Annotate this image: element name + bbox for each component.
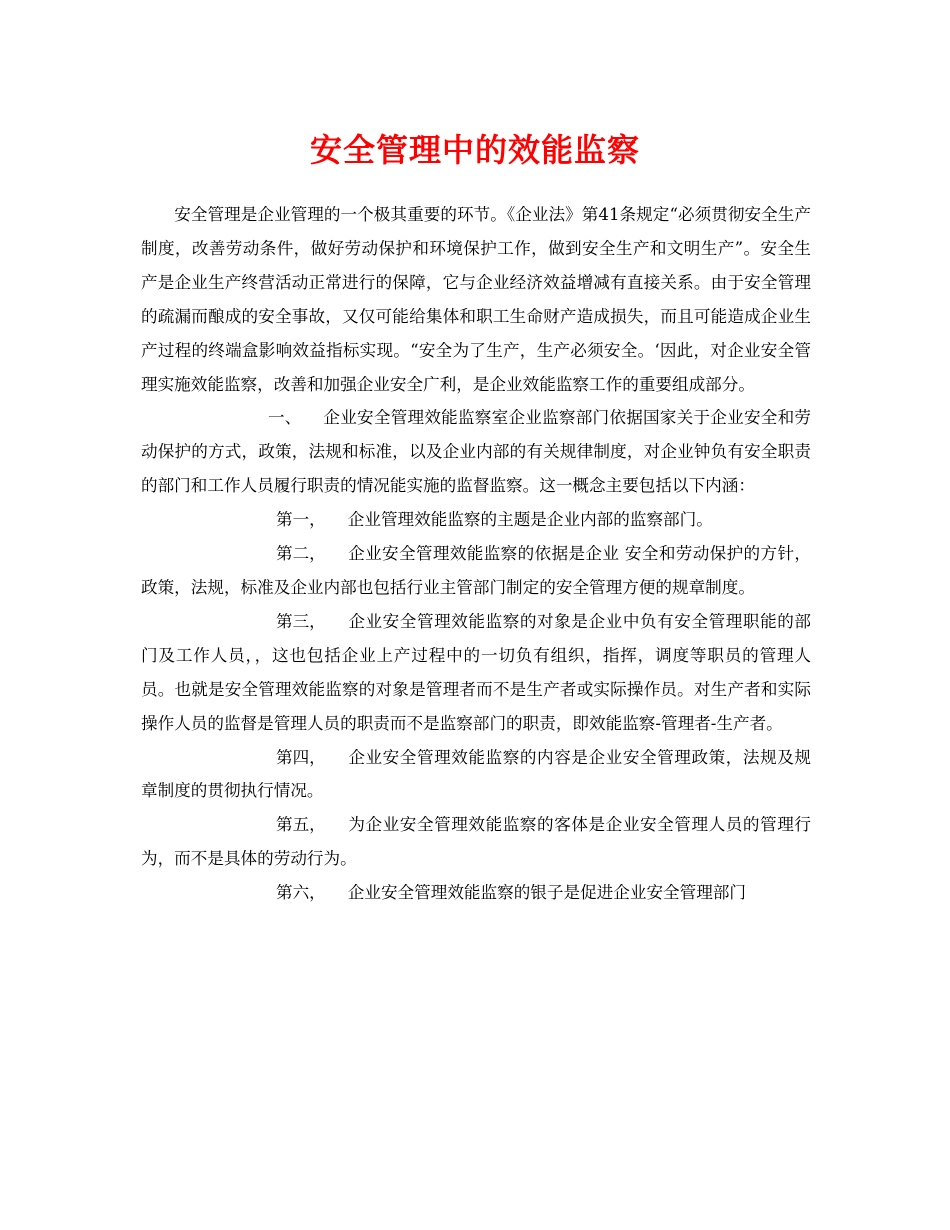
point-paragraph	[141, 741, 811, 809]
point-marker: 第二，	[276, 544, 326, 564]
point-paragraph	[141, 503, 811, 537]
point-text: 为企业安全管理效能监察的客体是企业安全管理人员的管理行为，而不是具体的劳动行为。	[141, 815, 811, 869]
point-text: 企业安全管理效能监察的对象是企业中负有安全管理职能的部门及工作人员，，这也包括企业上产过程中的一切负有组织，指挥，调度等职员的管理人员。也就是安全管理效能监察的对象是管理者而不是生产者或实际操作员。对生产者和实际操作人员的监督是管理人员的职责而不是监察部门的职责，即效能监察-管理者-生产者。	[141, 611, 811, 733]
document-title: 安全管理中的效能监察	[309, 131, 640, 169]
point-marker: 第五，	[276, 815, 326, 835]
point-marker: 第四，	[276, 747, 326, 767]
section-one-marker: 一、	[268, 408, 302, 428]
point-text: 企业安全管理效能监察的依据是企业 安全和劳动保护的方针，政策，法规，标准及企业内部也包括行业主管部门制定的安全管理方便的规章制度。	[141, 544, 811, 597]
point-text: 企业安全管理效能监察的内容是企业安全管理政策，法规及规章制度的贯彻执行情况。	[141, 747, 811, 801]
point-paragraph	[141, 876, 811, 910]
point-marker: 第六，	[276, 883, 326, 903]
intro-paragraph: 安全管理是企业管理的一个极其重要的环节。《企业法》第41条规定“必须贯彻安全生产制度，改善劳动条件，做好劳动保护和环境保护工作，做到安全生产和文明生产”。安全生产是企业生产终营活动正常进行的保障，它与企业经济效益增减有直接关系。由于安全管理的疏漏而酿成的安全事故，又仅可能给集体和职工生命财产造成损失，而且可能造成企业生产过程的终端盒影响效益指标实现。“安全为了生产，生产必须安全。‘因此，对企业安全管理实施效能监察，改善和加强企业安全广利，是企业效能监察工作的重要组成部分。	[141, 205, 811, 394]
point-text: 企业安全管理效能监察的银子是促进企业安全管理部门	[347, 883, 747, 903]
point-paragraph	[141, 537, 811, 605]
point-paragraph	[141, 808, 811, 876]
document-body	[141, 198, 811, 910]
point-paragraph	[141, 605, 811, 741]
point-marker: 第一，	[276, 510, 326, 530]
point-text: 企业管理效能监察的主题是企业内部的监察部门。	[347, 510, 713, 530]
section-one-text: 企业安全管理效能监察室企业监察部门依据国家关于企业安全和劳动保护的方式，政策，法规和标准，以及企业内部的有关规律制度，对企业钟负有安全职责的部门和工作人员履行职责的情况能实施的监督监察。这一概念主要包括以下内涵：	[141, 408, 811, 496]
point-marker: 第三，	[276, 611, 326, 631]
section-one-paragraph	[141, 401, 811, 503]
